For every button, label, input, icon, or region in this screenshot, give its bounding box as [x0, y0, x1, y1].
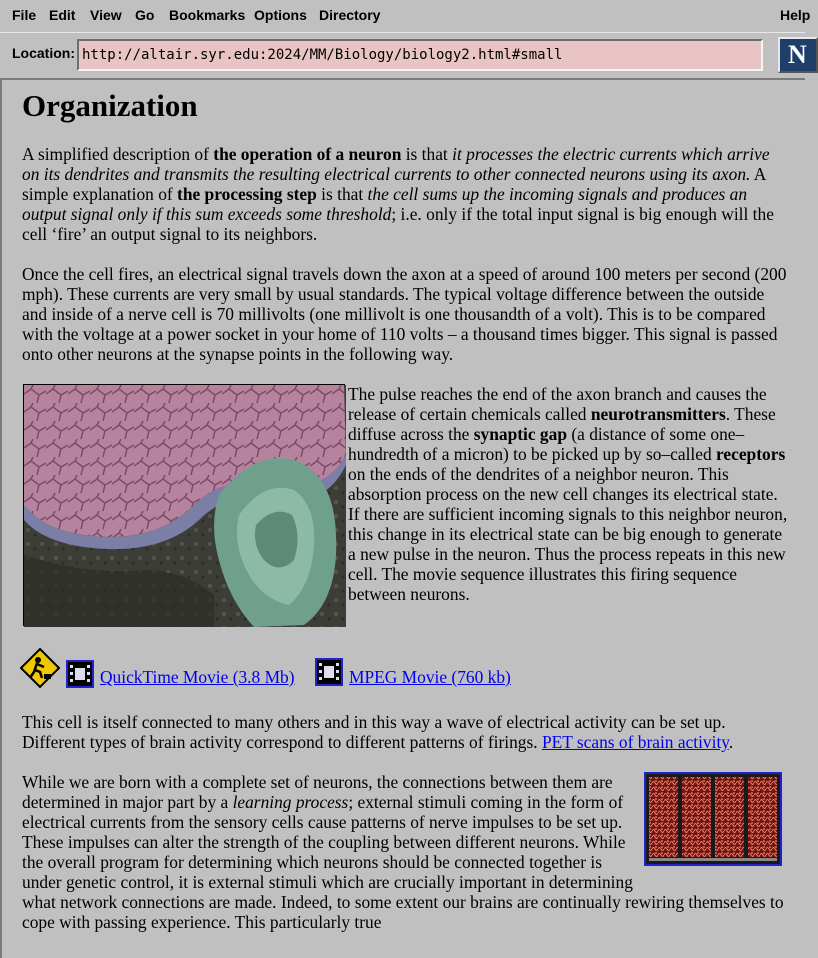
menu-file[interactable]: File	[12, 7, 37, 23]
pet-scan-drawing	[646, 774, 780, 864]
text: While we are born with a complete set of neurons, the connections between them are determined in major part by a	[22, 772, 613, 812]
construction-warning-icon	[20, 648, 60, 688]
text: . These diffuse across the	[348, 404, 776, 444]
location-label: Location:	[12, 45, 75, 61]
text: is that	[401, 144, 453, 164]
text: ; external stimuli coming in the form of electrical currents from the sensory cells cause patterns of nerve impulses to be set up. These impulses can alter the strength of the coupling between different neurons. While the overall program for determining which neurons should be connected together is under genetic control, it is external stimuli which are crucially important in determining what network connections are made. Indeed, to some extent our brains are continually rewiring themselves to cope with passing experience. This particularly true	[22, 792, 784, 932]
synapse-description	[348, 384, 792, 604]
menu-help[interactable]: Help	[780, 7, 811, 23]
movie-links	[20, 648, 790, 692]
quicktime-film-icon[interactable]	[66, 660, 94, 688]
mpeg-film-icon[interactable]	[315, 658, 343, 686]
bold-text: synaptic gap	[473, 424, 567, 444]
text: This cell is itself connected to many others and in this way a wave of electrical activity can be set up. Different types of brain activity correspond to different patterns of firings.	[22, 712, 726, 752]
netscape-logo[interactable]: N	[778, 37, 818, 73]
pet-scan-thumbnail[interactable]	[644, 772, 782, 866]
text: The pulse reaches the end of the axon branch and causes the release of certain chemicals called	[348, 384, 767, 424]
italic-text: the cell sums up the incoming signals and produces an output signal only if this sum exceeds some threshold	[22, 184, 748, 224]
menu-edit[interactable]: Edit	[49, 7, 76, 23]
text: .	[728, 732, 734, 752]
location-input[interactable]	[77, 39, 763, 71]
menu-view[interactable]: View	[90, 7, 122, 23]
menu-bar	[0, 0, 811, 32]
menu-bookmarks[interactable]: Bookmarks	[169, 7, 246, 23]
construction-warning-drawing	[20, 648, 60, 688]
neuron-micrograph-image	[23, 384, 345, 626]
content-area	[0, 78, 805, 958]
bold-text: neurotransmitters	[590, 404, 726, 424]
bold-text: the operation of a neuron	[213, 144, 402, 164]
paragraph-learning	[22, 772, 790, 932]
menu-go[interactable]: Go	[135, 7, 155, 23]
menu-options[interactable]: Options	[254, 7, 307, 23]
text: on the ends of the dendrites of a neighbor neuron. This absorption process on the new cell changes its electrical state. If there are sufficient incoming signals to this neighbor neuron, this change in its electrical state can be big enough to generate a new pulse in the neuron. Thus the process repeats in this new cell. The movie sequence illustrates this firing sequence between neurons.	[348, 464, 788, 604]
menu-directory[interactable]: Directory	[319, 7, 381, 23]
bold-text: receptors	[716, 444, 786, 464]
pet-scans-link[interactable]: PET scans of brain activity	[541, 732, 729, 752]
text: ; i.e. only if the total input signal is big enough will the cell ‘fire’ an output signal to its neighbors.	[22, 204, 774, 244]
text: is that	[316, 184, 368, 204]
text: (a distance of some one–hundredth of a micron) to be picked up by so–called	[348, 424, 745, 464]
bold-text: the processing step	[177, 184, 317, 204]
synapse-section	[20, 384, 790, 628]
quicktime-movie-link[interactable]: QuickTime Movie (3.8 Mb)	[100, 667, 295, 687]
italic-text: learning process	[232, 792, 349, 812]
page-content	[20, 84, 790, 952]
paragraph-cell-fires: Once the cell fires, an electrical signal travels down the axon at a speed of around 100 meters per second (200 mph). These currents are very small by usual standards. The typical voltage difference between the outside and inside of a nerve cell is 70 millivolts (one millivolt is one thousandth of a volt). This is to be compared with the voltage at a power socket in your home of 110 volts – a thousand times bigger. This signal is passed onto other neurons at the synapse points in the following way.	[22, 264, 787, 364]
location-bar	[0, 32, 805, 78]
neuron-micrograph-drawing	[24, 385, 346, 627]
italic-text: it processes the electric currents which arrive on its dendrites and transmits the resulting electrical currents to other connected neurons using its axon.	[22, 144, 770, 184]
page-title: Organization	[22, 88, 198, 123]
paragraph-brain-activity	[22, 712, 790, 752]
text: A simple explanation of	[22, 164, 766, 204]
mpeg-movie-link[interactable]: MPEG Movie (760 kb)	[349, 667, 511, 687]
text: A simplified description of	[22, 144, 214, 164]
paragraph-neuron-operation	[22, 144, 790, 244]
